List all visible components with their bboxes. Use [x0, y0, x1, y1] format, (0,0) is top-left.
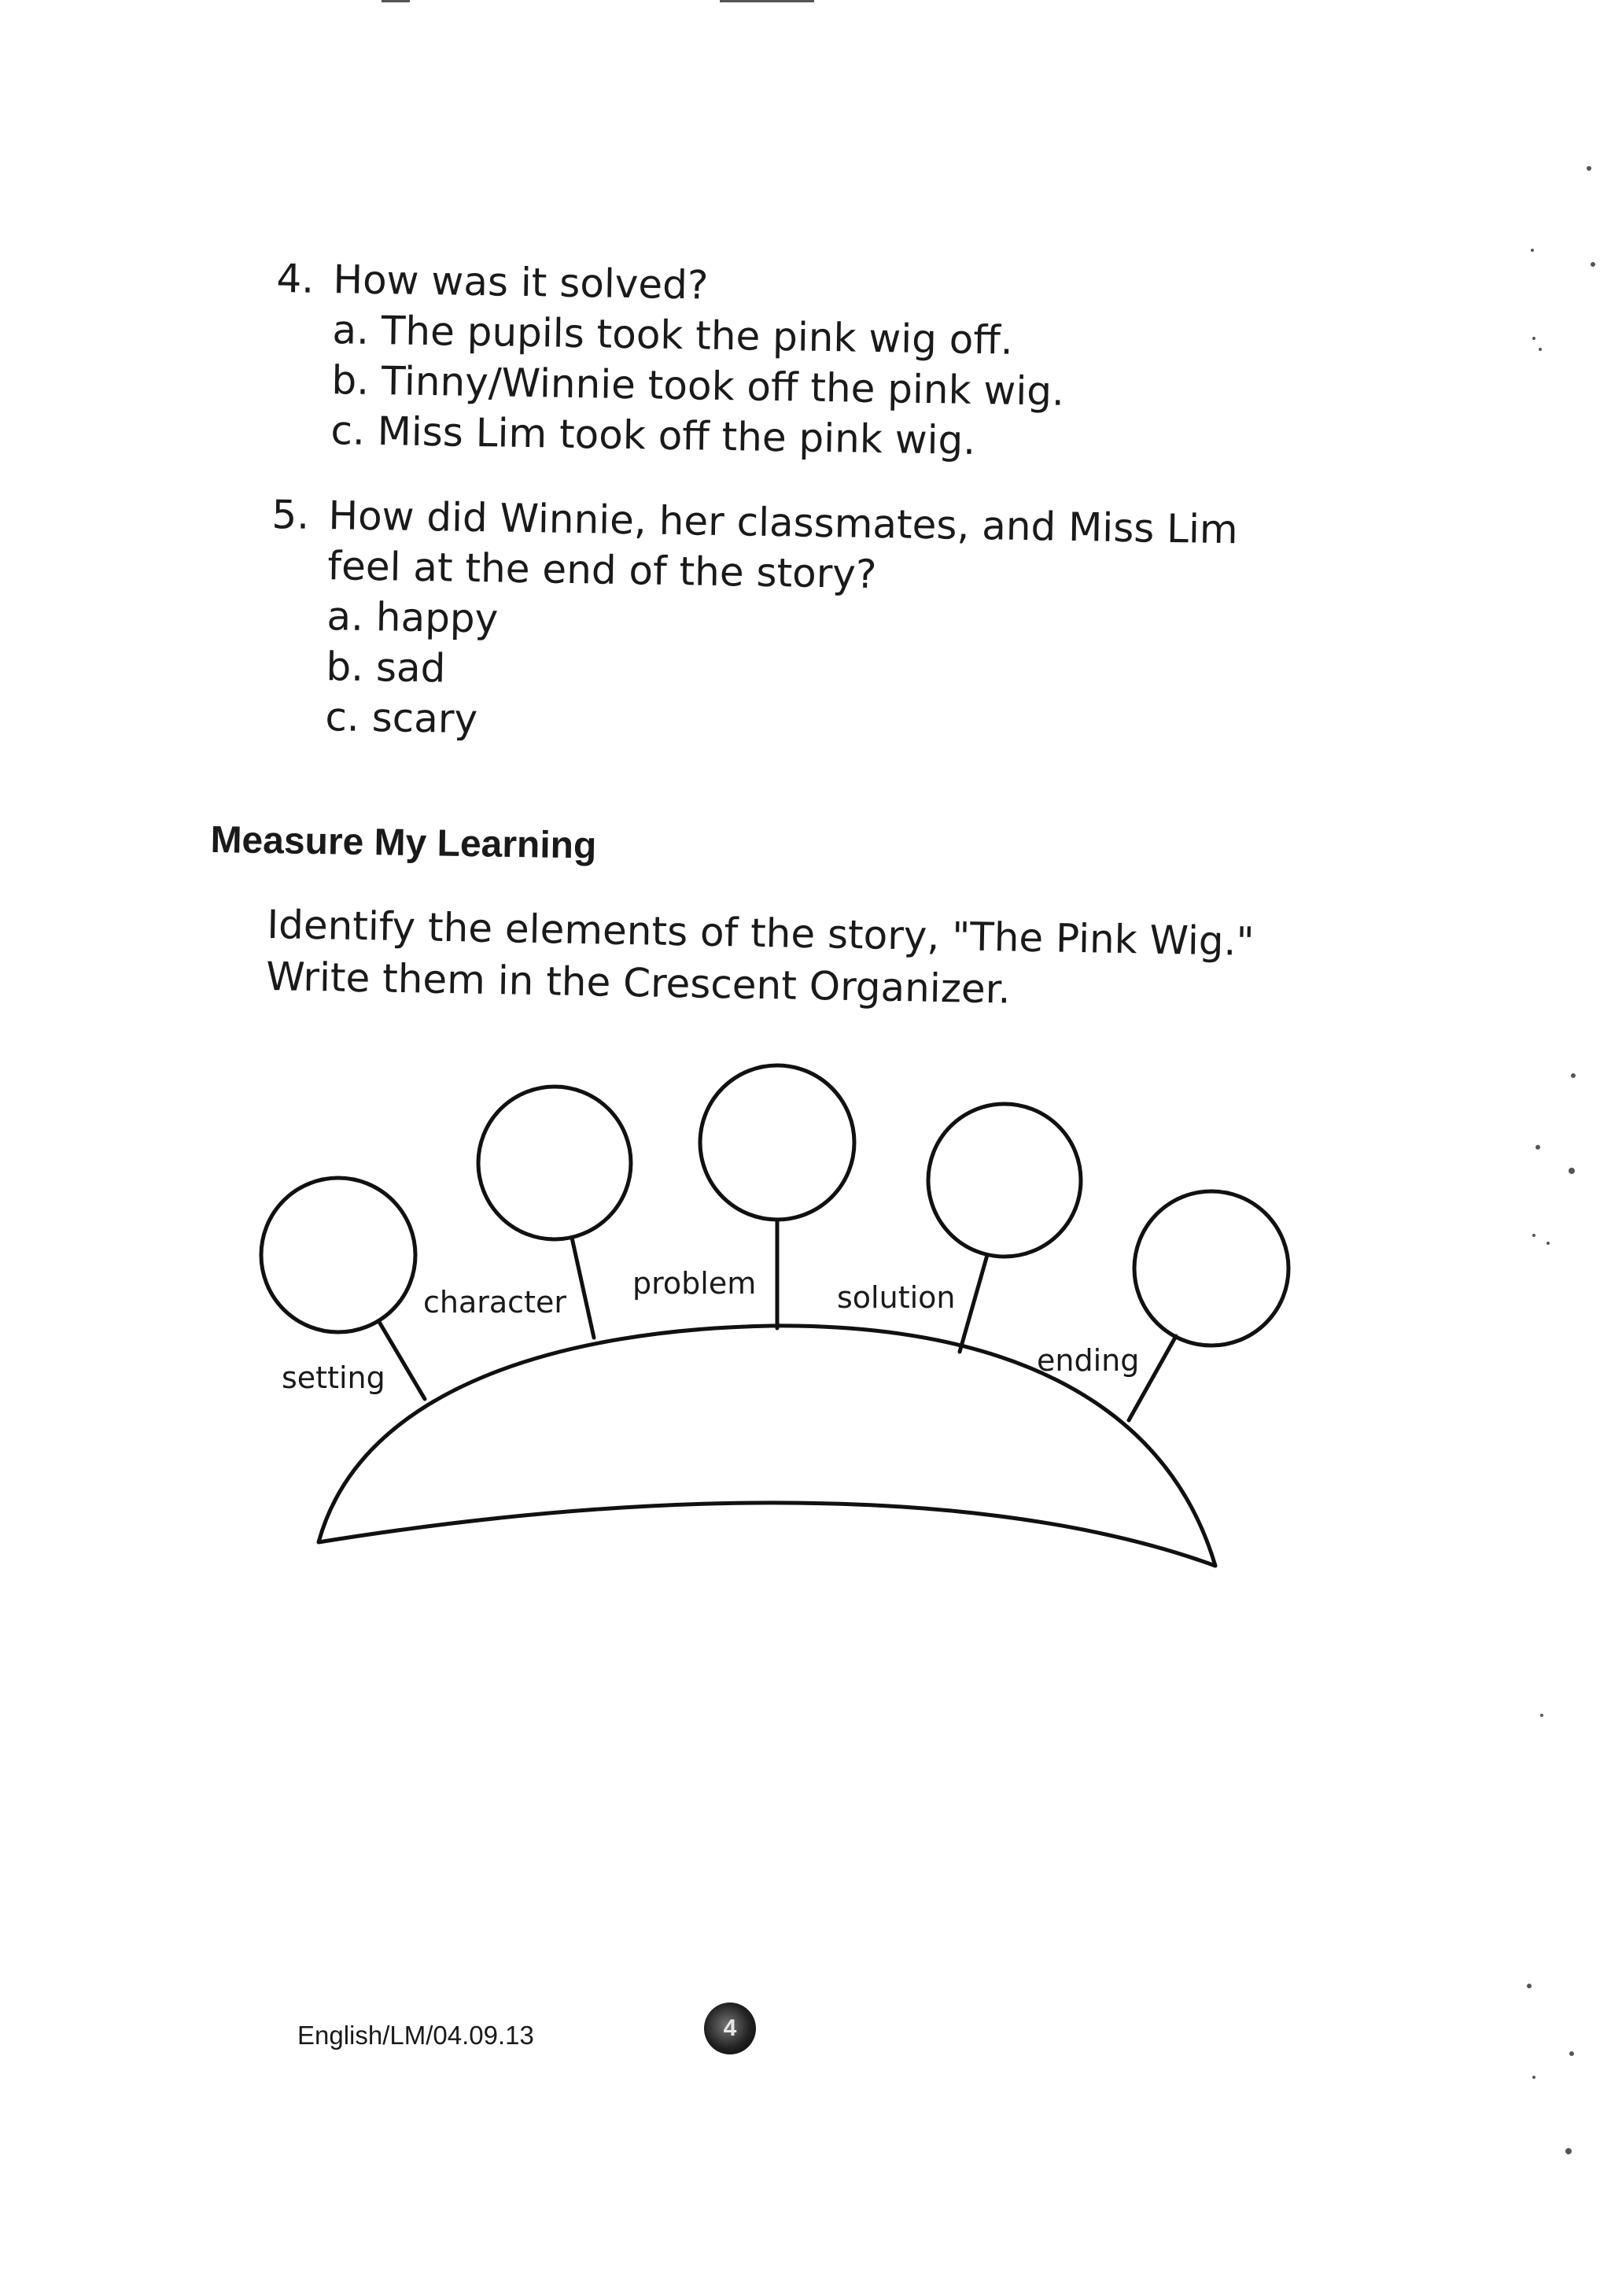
answer-option-a: a. The pupils took the pink wig off. — [332, 307, 1014, 364]
instruction-line-1: Identify the elements of the story, "The Pink Wig." — [266, 901, 1255, 965]
organizer-label-character: character — [423, 1285, 566, 1320]
question-number: 4. — [276, 255, 315, 302]
answer-circle-solution — [928, 1104, 1081, 1257]
answer-option-b: b. Tinny/Winnie took off the pink wig. — [331, 357, 1065, 415]
answer-option-b: b. sad — [326, 644, 446, 692]
answer-circle-problem — [700, 1065, 854, 1220]
instruction-line-2: Write them in the Crescent Organizer. — [265, 953, 1012, 1013]
question-number: 5. — [271, 491, 310, 538]
answer-circle-ending — [1134, 1191, 1288, 1345]
answer-circle-setting — [261, 1178, 415, 1332]
question-stem: How was it solved? — [333, 257, 709, 308]
answer-circle-character — [478, 1087, 631, 1239]
question-stem-line-2: feel at the end of the story? — [327, 543, 877, 598]
section-title: Measure My Learning — [210, 818, 597, 867]
page-number-badge — [704, 2003, 756, 2054]
organizer-label-setting: setting — [282, 1360, 385, 1395]
organizer-label-problem: problem — [632, 1266, 757, 1301]
organizer-label-ending: ending — [1037, 1343, 1140, 1378]
question-stem-line-1: How did Winnie, her classmates, and Miss Lim — [328, 493, 1239, 553]
answer-option-a: a. happy — [326, 593, 499, 642]
page-number: 4 — [723, 2015, 737, 2041]
footer-code: English/LM/04.09.13 — [297, 2021, 534, 2050]
connector-line-setting — [379, 1322, 425, 1399]
connector-line-character — [572, 1238, 594, 1338]
organizer-label-solution: solution — [837, 1280, 956, 1315]
answer-option-c: c. Miss Lim took off the pink wig. — [330, 408, 976, 463]
connector-line-solution — [960, 1255, 987, 1352]
answer-option-c: c. scary — [325, 694, 478, 743]
